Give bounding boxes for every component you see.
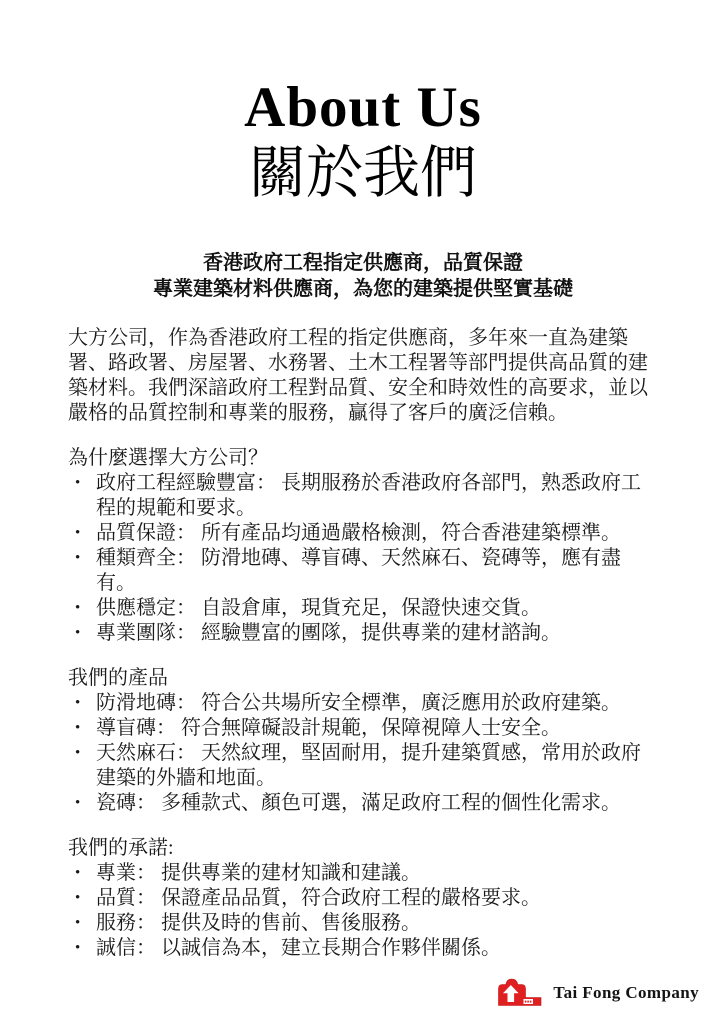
list-item-text: 種類齊全： 防滑地磚、導盲磚、天然麻石、瓷磚等，應有盡有。 (96, 547, 621, 595)
page-title-chinese: 關於我們 (249, 142, 477, 206)
bullet-icon: • (75, 475, 81, 492)
bullet-icon: • (75, 550, 81, 567)
tai-fong-logo-icon (496, 976, 543, 1009)
list-item-text: 政府工程經驗豐富： 長期服務於香港政府各部門，熟悉政府工程的規範和要求。 (96, 472, 641, 520)
list-item-text: 導盲磚： 符合無障礙設計規範，保障視障人士安全。 (96, 717, 561, 740)
section-heading-commitments: 我們的承諾: (68, 837, 174, 860)
bullet-icon: • (75, 940, 81, 957)
list-item-text: 專業： 提供專業的建材知識和建議。 (96, 862, 421, 885)
intro-paragraph: 大方公司，作為香港政府工程的指定供應商，多年來一直為建築署、路政署、房屋署、水務署、土木工程署等部門提供高品質的建築材料。我們深諳政府工程對品質、安全和時效性的高要求，並以嚴格的品質控制和專業的服務，贏得了客戶的廣泛信賴。 (68, 327, 648, 425)
list-item (68, 741, 658, 791)
list-item (68, 471, 658, 521)
bullet-icon: • (75, 525, 81, 542)
subtitle-line-1: 香港政府工程指定供應商，品質保證 (203, 252, 523, 275)
list-item-text: 品質： 保證產品品質，符合政府工程的嚴格要求。 (96, 887, 541, 910)
footer (496, 976, 699, 1009)
bullet-icon: • (75, 600, 81, 617)
list-item-text: 天然麻石： 天然紋理，堅固耐用，提升建築質感，常用於政府建築的外牆和地面。 (96, 742, 641, 790)
list-item (68, 936, 658, 961)
bullet-icon: • (75, 625, 81, 642)
subtitle-line-2: 專業建築材料供應商，為您的建築提供堅實基礎 (153, 278, 573, 301)
company-name: Tai Fong Company (553, 982, 699, 1002)
bullet-icon: • (75, 890, 81, 907)
subtitle-block (68, 250, 658, 302)
bullet-icon: • (75, 695, 81, 712)
list-item (68, 791, 658, 816)
section-heading-why-choose: 為什麼選擇大方公司？ (68, 447, 268, 470)
section-products (68, 666, 658, 816)
bullet-icon: • (75, 720, 81, 737)
section-why-choose (68, 446, 658, 646)
list-item-text: 誠信： 以誠信為本，建立長期合作夥伴關係。 (96, 937, 501, 960)
list-item (68, 521, 658, 546)
bullet-icon: • (75, 795, 81, 812)
list-item-text: 專業團隊： 經驗豐富的團隊，提供專業的建材諮詢。 (96, 622, 561, 645)
commitments-list (68, 861, 658, 961)
why-choose-list (68, 471, 658, 646)
list-item-text: 防滑地磚： 符合公共場所安全標準，廣泛應用於政府建築。 (96, 692, 621, 715)
list-item (68, 716, 658, 741)
list-item-text: 瓷磚： 多種款式、顏色可選，滿足政府工程的個性化需求。 (96, 792, 621, 815)
list-item (68, 546, 658, 596)
list-item (68, 886, 658, 911)
products-list (68, 691, 658, 816)
list-item (68, 596, 658, 621)
bullet-icon: • (75, 745, 81, 762)
list-item-text: 服務： 提供及時的售前、售後服務。 (96, 912, 421, 935)
section-heading-products: 我們的產品 (68, 667, 168, 690)
list-item (68, 861, 658, 886)
page-title-english: About Us (244, 76, 482, 139)
list-item-text: 品質保證： 所有產品均通過嚴格檢測，符合香港建築標準。 (96, 522, 621, 545)
list-item (68, 621, 658, 646)
bullet-icon: • (75, 915, 81, 932)
list-item-text: 供應穩定： 自設倉庫，現貨充足，保證快速交貨。 (96, 597, 541, 620)
list-item (68, 911, 658, 936)
section-commitments (68, 836, 658, 961)
bullet-icon: • (75, 865, 81, 882)
list-item (68, 691, 658, 716)
page-content (0, 74, 724, 961)
